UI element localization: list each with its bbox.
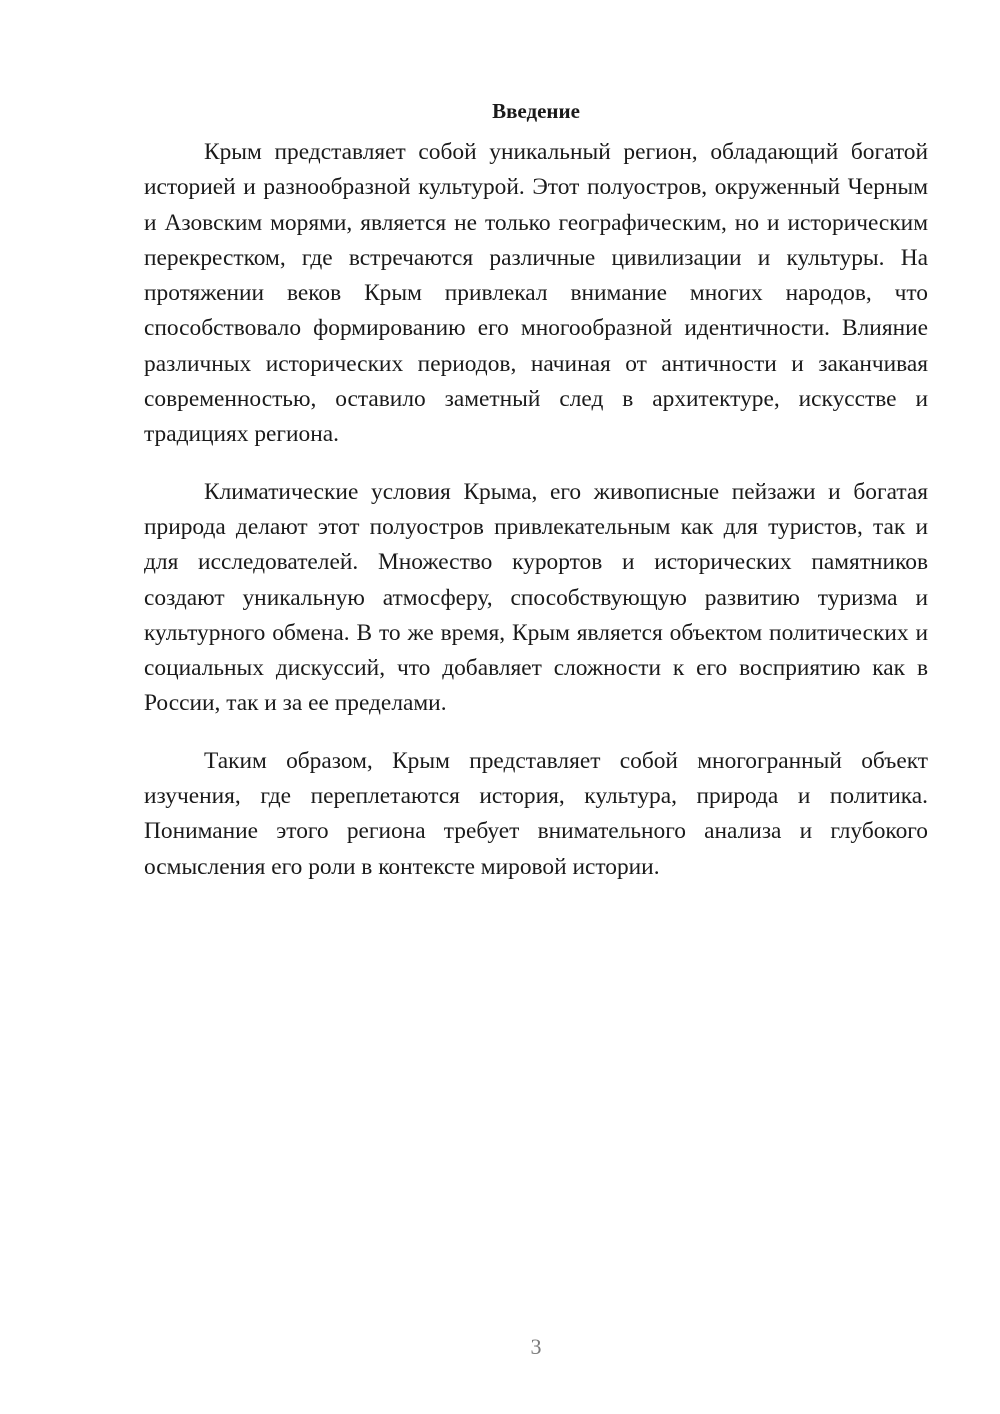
section-heading: Введение bbox=[492, 99, 580, 123]
page-number: 3 bbox=[530, 1334, 542, 1359]
page-content bbox=[144, 96, 928, 907]
paragraph-2: Климатические условия Крыма, его живописные пейзажи и богатая природа делают этот полуостров привлекательным как для туристов, так и для исследователей. Множество курортов и исторических памятников создают уникальную атмосферу, способствующую развитию туризма и культурного обмена. В то же время, Крым является объектом политических и социальных дискуссий, что добавляет сложности к его восприятию как в России, так и за ее пределами. bbox=[144, 478, 928, 717]
paragraph-1: Крым представляет собой уникальный регион, обладающий богатой историей и разнообразной культурой. Этот полуостров, окруженный Черным и Азовским морями, является не только географическим, но и историческим перекрестком, где встречаются различные цивилизации и культуры. На протяжении веков Крым привлекал внимание многих народов, что способствовало формированию его многообразной идентичности. Влияние различных исторических периодов, начиная от античности и заканчивая современностью, оставило заметный след в архитектуре, искусстве и традициях региона. bbox=[144, 139, 928, 448]
paragraph-3: Таким образом, Крым представляет собой многогранный объект изучения, где переплетаются история, культура, природа и политика. Понимание этого региона требует внимательного анализа и глубокого осмысления его роли в контексте мировой истории. bbox=[144, 747, 928, 880]
